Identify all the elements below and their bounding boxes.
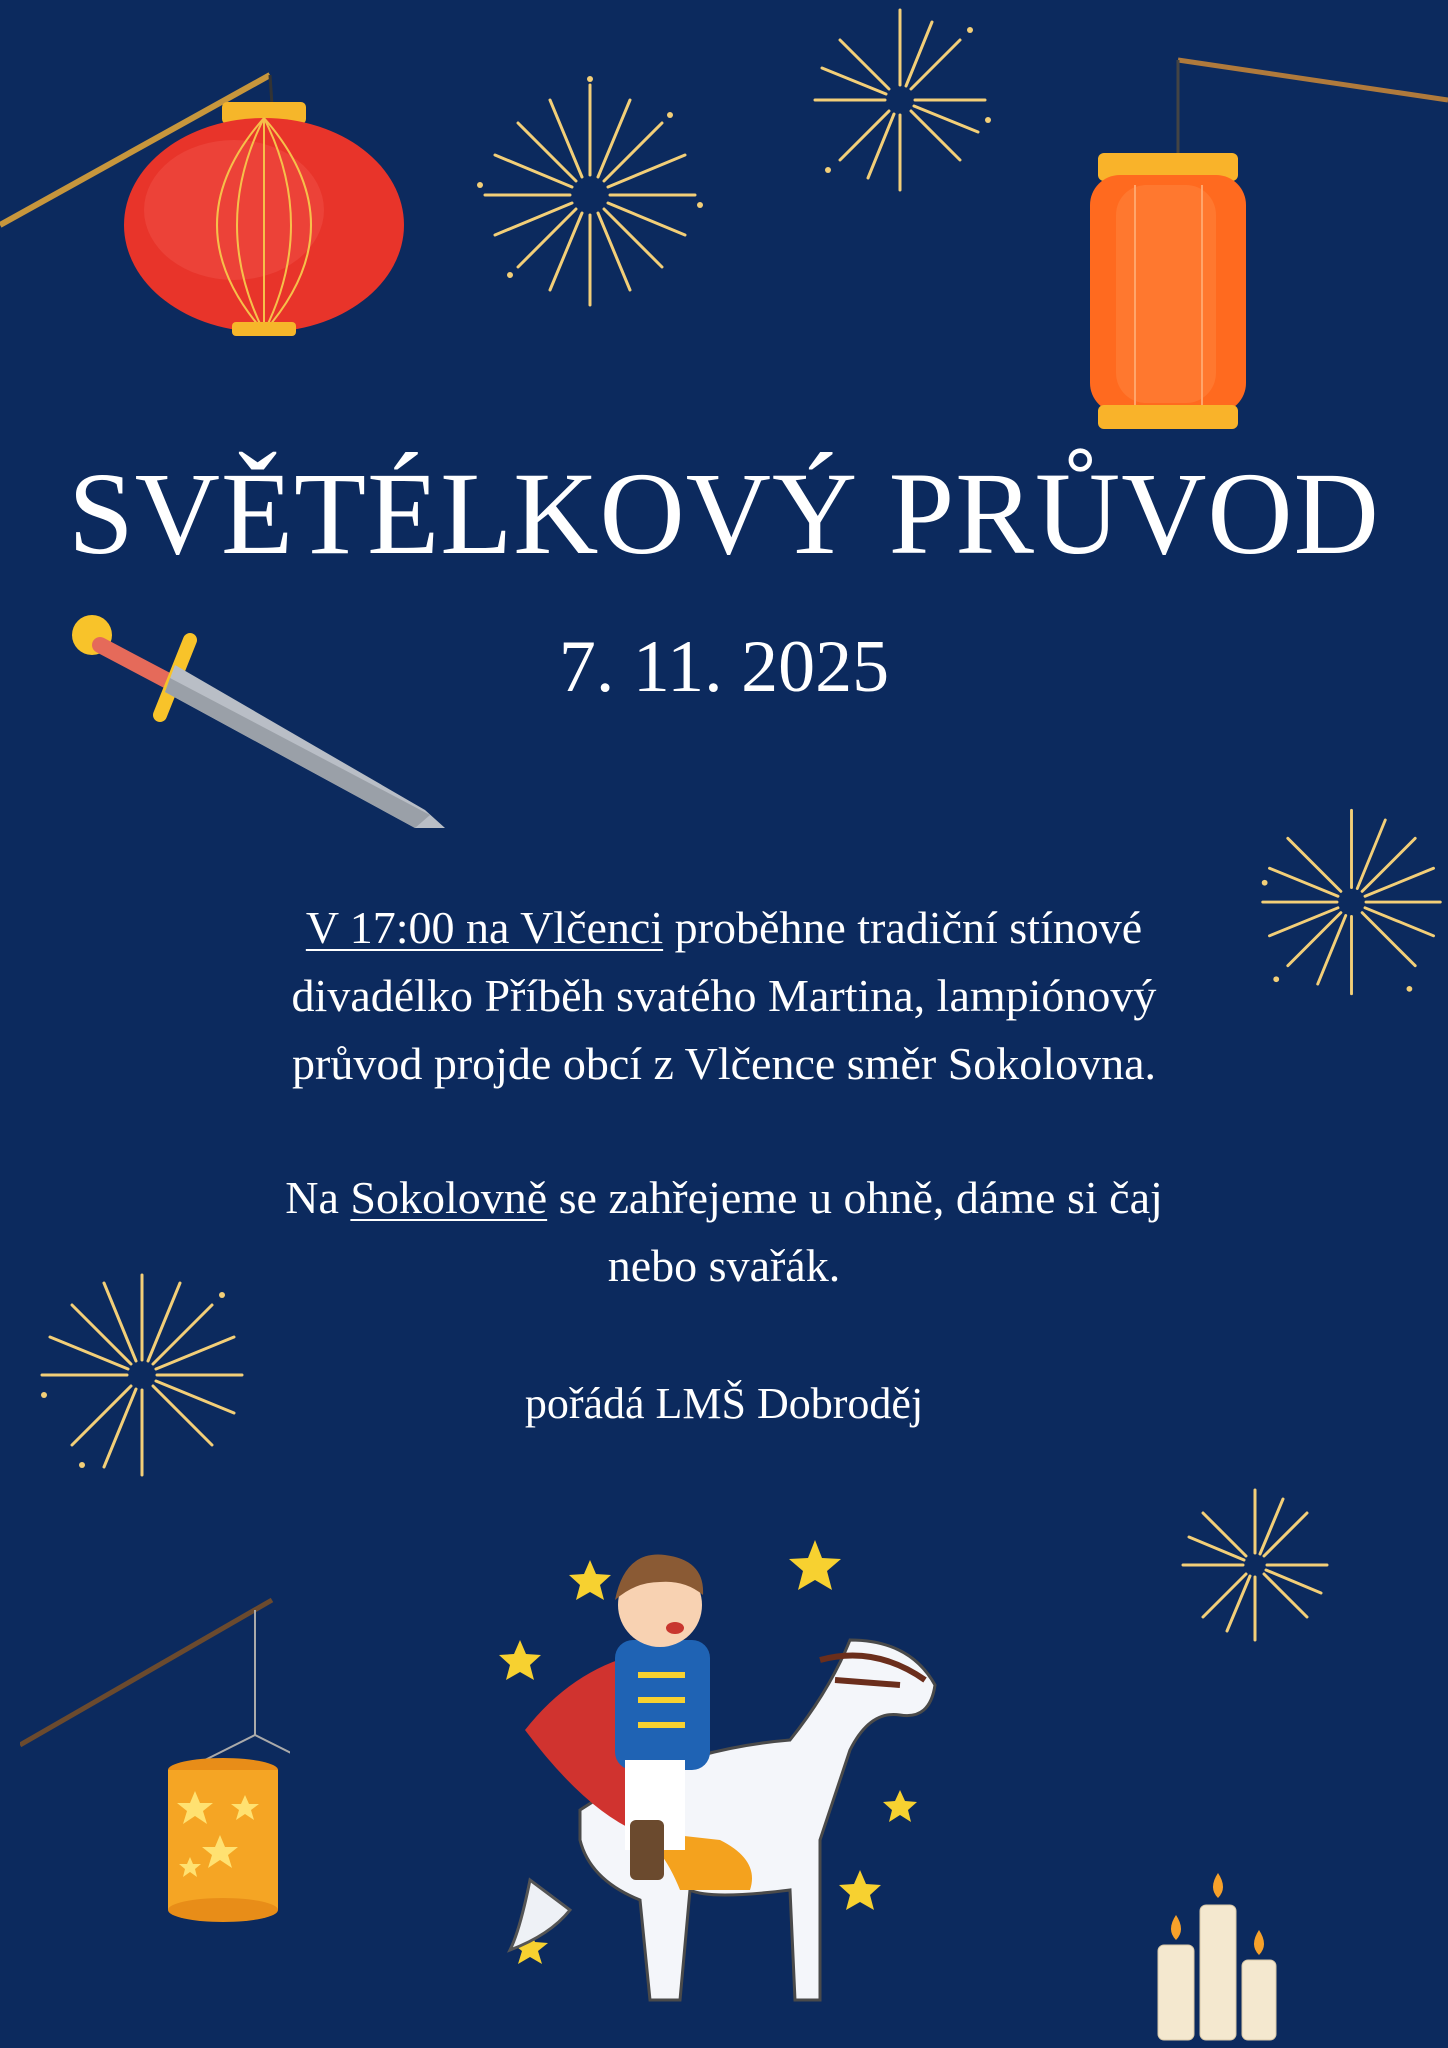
sokolovna-link: Sokolovně — [350, 1172, 548, 1223]
time-place-link: V 17:00 na Vlčenci — [305, 902, 664, 953]
afterparty-line: nebo svařák. — [607, 1240, 841, 1291]
firework-icon — [805, 0, 995, 200]
description-text: proběhne tradiční stínové — [663, 902, 1143, 953]
firework-icon — [1175, 1485, 1335, 1645]
page-title: SVĚTÉLKOVÝ PRŮVOD — [68, 448, 1380, 579]
afterparty-prefix: Na — [285, 1172, 351, 1223]
afterparty-line — [170, 1164, 1278, 1232]
knight-on-horse-icon — [490, 1510, 950, 2020]
firework-icon — [470, 75, 710, 315]
event-date: 7. 11. 2025 — [558, 626, 890, 708]
afterparty-paragraph — [170, 1164, 1278, 1300]
description-paragraph — [170, 894, 1278, 1098]
firework-icon — [1255, 800, 1448, 1005]
red-lantern-icon — [0, 60, 420, 360]
star-lantern-icon — [20, 1595, 290, 1930]
description-line: divadélko Příběh svatého Martina, lampiónový — [291, 970, 1157, 1021]
afterparty-text: se zahřejeme u ohně, dáme si čaj — [547, 1172, 1163, 1223]
description-line: průvod projde obcí z Vlčence směr Sokolovna. — [292, 1038, 1156, 1089]
organizer-text: pořádá LMŠ Dobroděj — [524, 1379, 924, 1428]
description-line — [170, 894, 1278, 962]
candles-icon — [1150, 1865, 1285, 2045]
orange-lantern-icon — [1090, 55, 1448, 435]
